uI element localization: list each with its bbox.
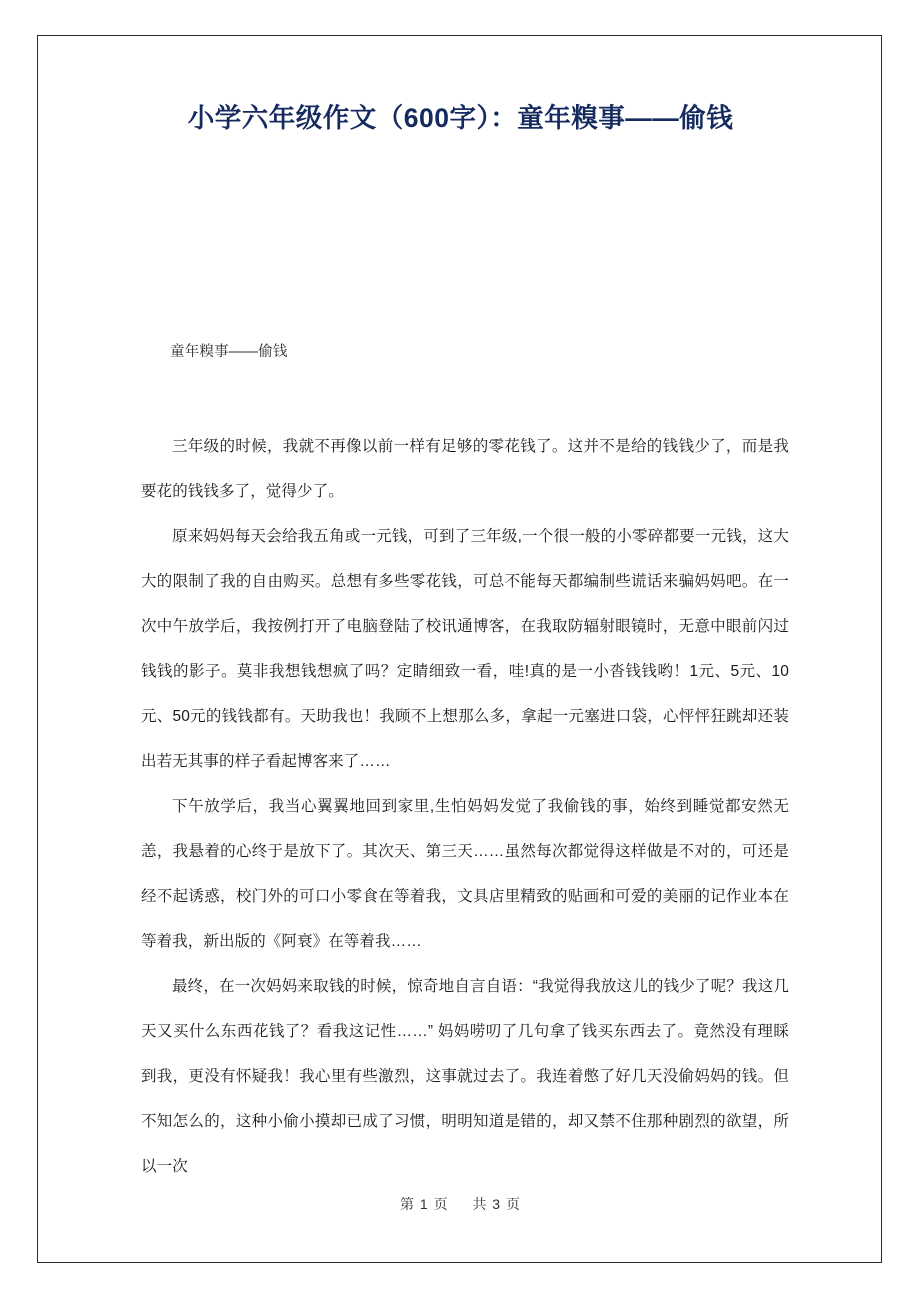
body-paragraph: 最终，在一次妈妈来取钱的时候，惊奇地自言自语：“我觉得我放这儿的钱少了呢？我这几天又买什么东西花钱了？看我这记性……” 妈妈唠叨了几句拿了钱买东西去了。竟然没有理睬到我，更没有怀疑我！我心里有些激烈，这事就过去了。我连着憋了好几天没偷妈妈的钱。但不知怎么的，这种小偷小摸却已成了习惯，明明知道是错的，却又禁不住那种剧烈的欲望，所以一次 — [141, 978, 789, 1176]
document-body — [141, 341, 789, 1189]
article-subtitle: 童年糗事——偷钱 — [170, 344, 288, 360]
body-paragraph: 下午放学后，我当心翼翼地回到家里,生怕妈妈发觉了我偷钱的事，始终到睡觉都安然无恙，我悬着的心终于是放下了。其次天、第三天……虽然每次都觉得这样做是不对的，可还是经不起诱惑，校门外的可口小零食在等着我，文具店里精致的贴画和可爱的美丽的记作业本在等着我，新出版的《阿衰》在等着我…… — [141, 798, 789, 951]
page-content-area — [38, 36, 883, 1264]
document-page — [37, 35, 882, 1263]
body-paragraph: 原来妈妈每天会给我五角或一元钱，可到了三年级,一个很一般的小零碎都要一元钱，这大大的限制了我的自由购买。总想有多些零花钱，可总不能每天都编制些谎话来骗妈妈吧。在一次中午放学后，我按例打开了电脑登陆了校讯通博客，在我取防辐射眼镜时，无意中眼前闪过钱钱的影子。莫非我想钱想疯了吗？定睛细致一看，哇!真的是一小沓钱钱哟！1元、5元、10元、50元的钱钱都有。天助我也！我顾不上想那么多，拿起一元塞进口袋，心怦怦狂跳却还装出若无其事的样子看起博客来了…… — [141, 528, 789, 771]
footer-current-page: 第 1 页 — [400, 1196, 449, 1212]
footer-total-pages: 共 3 页 — [472, 1196, 521, 1212]
page-footer — [38, 1194, 883, 1214]
subtitle-spacer — [141, 364, 789, 424]
body-paragraph: 三年级的时候，我就不再像以前一样有足够的零花钱了。这并不是给的钱钱少了，而是我要花的钱钱多了，觉得少了。 — [141, 438, 789, 501]
page-title: 小学六年级作文（600字）：童年糗事——偷钱 — [187, 103, 734, 133]
